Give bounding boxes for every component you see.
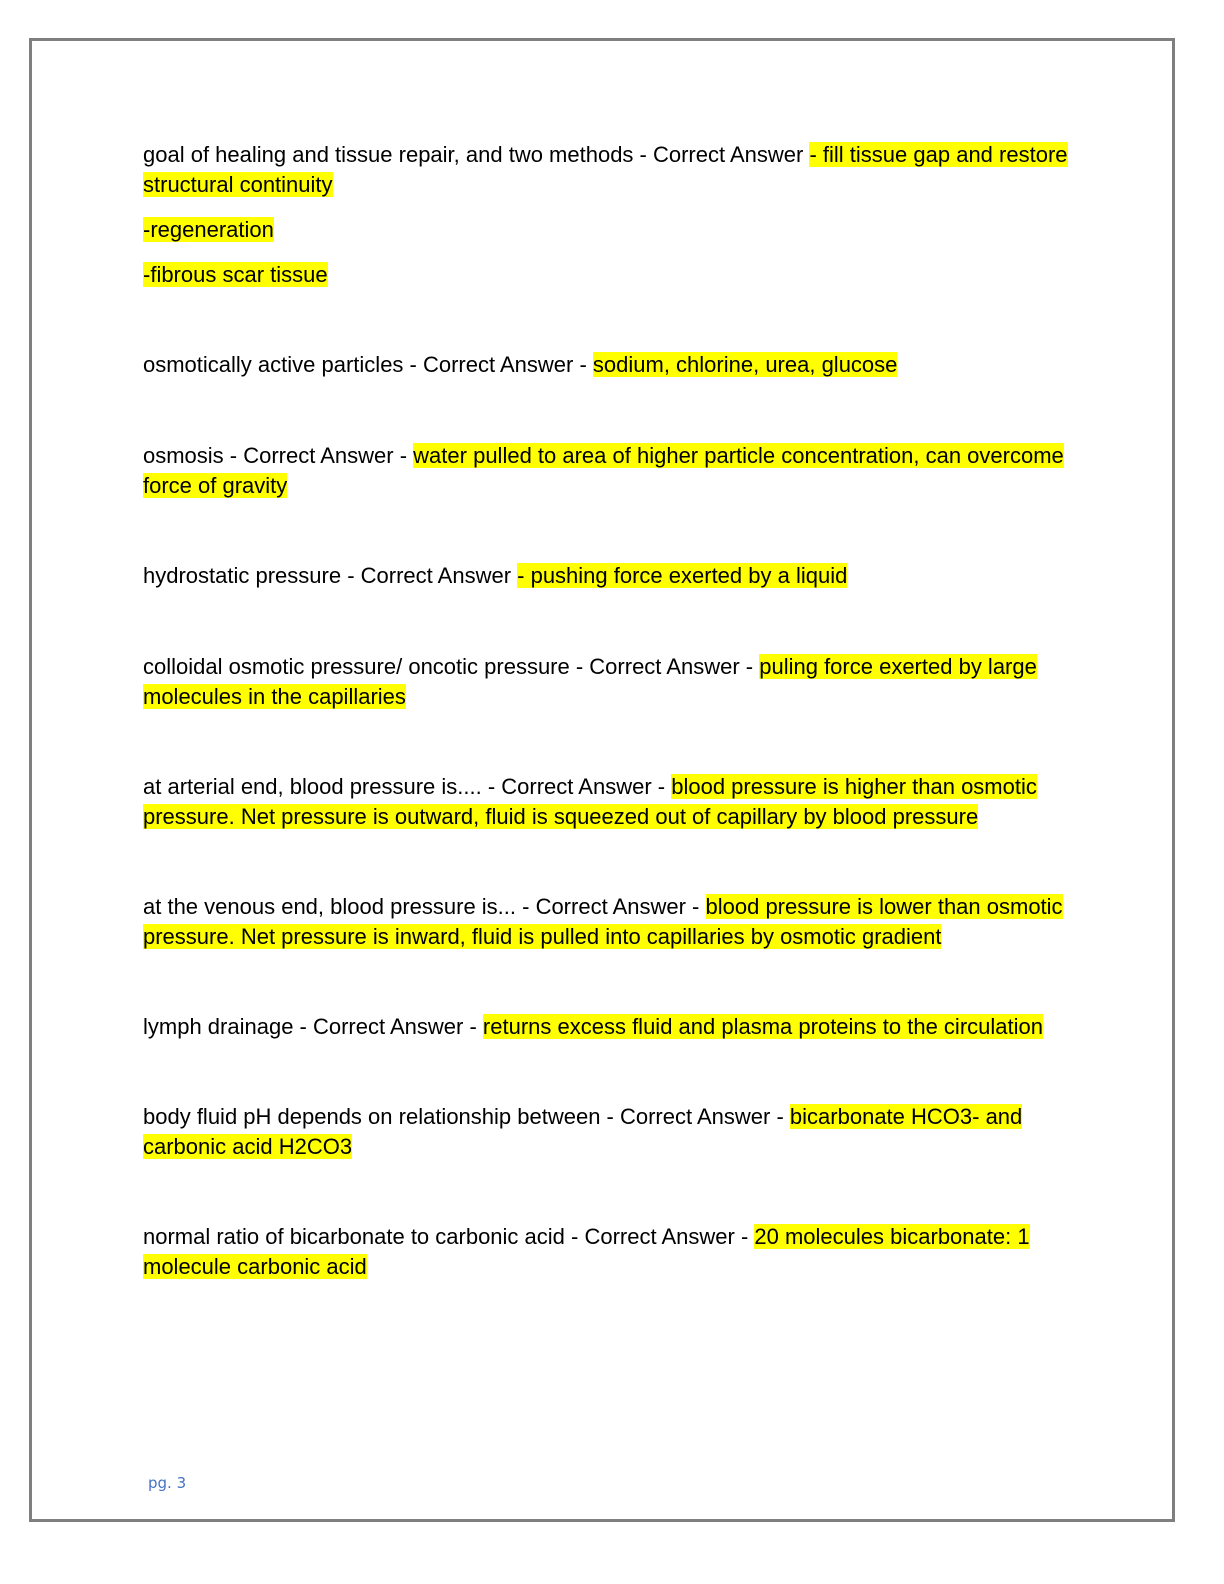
document-body <box>143 140 1083 1282</box>
answer-text: water pulled to area of higher particle concentration, can overcome force of gravity <box>143 443 1064 498</box>
qa-entry-osmotic-particles <box>143 350 1083 380</box>
page-number: pg. 3 <box>148 1474 187 1492</box>
answer-text: 20 molecules bicarbonate: 1 molecule carbonic acid <box>143 1224 1030 1279</box>
qa-entry-body-fluid-ph <box>143 1102 1083 1162</box>
answer-text: returns excess fluid and plasma proteins to the circulation <box>482 1014 1043 1039</box>
answer-text: sodium, chlorine, urea, glucose <box>592 352 898 377</box>
question-text: at arterial end, blood pressure is.... - Correct Answer - <box>143 774 672 799</box>
question-text: osmotically active particles - Correct Answer - <box>143 352 593 377</box>
question-text: goal of healing and tissue repair, and two methods - Correct Answer <box>143 142 810 167</box>
qa-entry-lymph <box>143 1012 1083 1042</box>
answer-text: - fill tissue gap and restore structural continuity <box>143 142 1068 197</box>
question-text: colloidal osmotic pressure/ oncotic pressure - Correct Answer - <box>143 654 760 679</box>
question-text: body fluid pH depends on relationship between - Correct Answer - <box>143 1104 790 1129</box>
qa-entry-osmosis <box>143 441 1083 501</box>
question-text: osmosis - Correct Answer - <box>143 443 414 468</box>
answer-text: blood pressure is lower than osmotic pressure. Net pressure is inward, fluid is pulled into capillaries by osmotic gradient <box>143 894 1063 949</box>
qa-entry-hydrostatic <box>143 561 1083 591</box>
qa-entry-healing <box>143 140 1083 290</box>
question-text: at the venous end, blood pressure is... - Correct Answer - <box>143 894 706 919</box>
qa-entry-ratio <box>143 1222 1083 1282</box>
qa-entry-arterial-end <box>143 772 1083 832</box>
answer-text: puling force exerted by large molecules in the capillaries <box>143 654 1037 709</box>
question-text: hydrostatic pressure - Correct Answer <box>143 563 518 588</box>
qa-entry-venous-end <box>143 892 1083 952</box>
question-text: lymph drainage - Correct Answer - <box>143 1014 483 1039</box>
answer-text: bicarbonate HCO3- and carbonic acid H2CO3 <box>143 1104 1023 1159</box>
answer-text: blood pressure is higher than osmotic pressure. Net pressure is outward, fluid is squeezed out of capillary by blood pressure <box>143 774 1037 829</box>
question-text: normal ratio of bicarbonate to carbonic acid - Correct Answer - <box>143 1224 755 1249</box>
answer-text: - pushing force exerted by a liquid <box>517 563 848 588</box>
qa-entry-colloidal <box>143 652 1083 712</box>
answer-extra-regeneration: -regeneration <box>143 217 274 242</box>
answer-extra-fibrous-scar: -fibrous scar tissue <box>143 262 328 287</box>
